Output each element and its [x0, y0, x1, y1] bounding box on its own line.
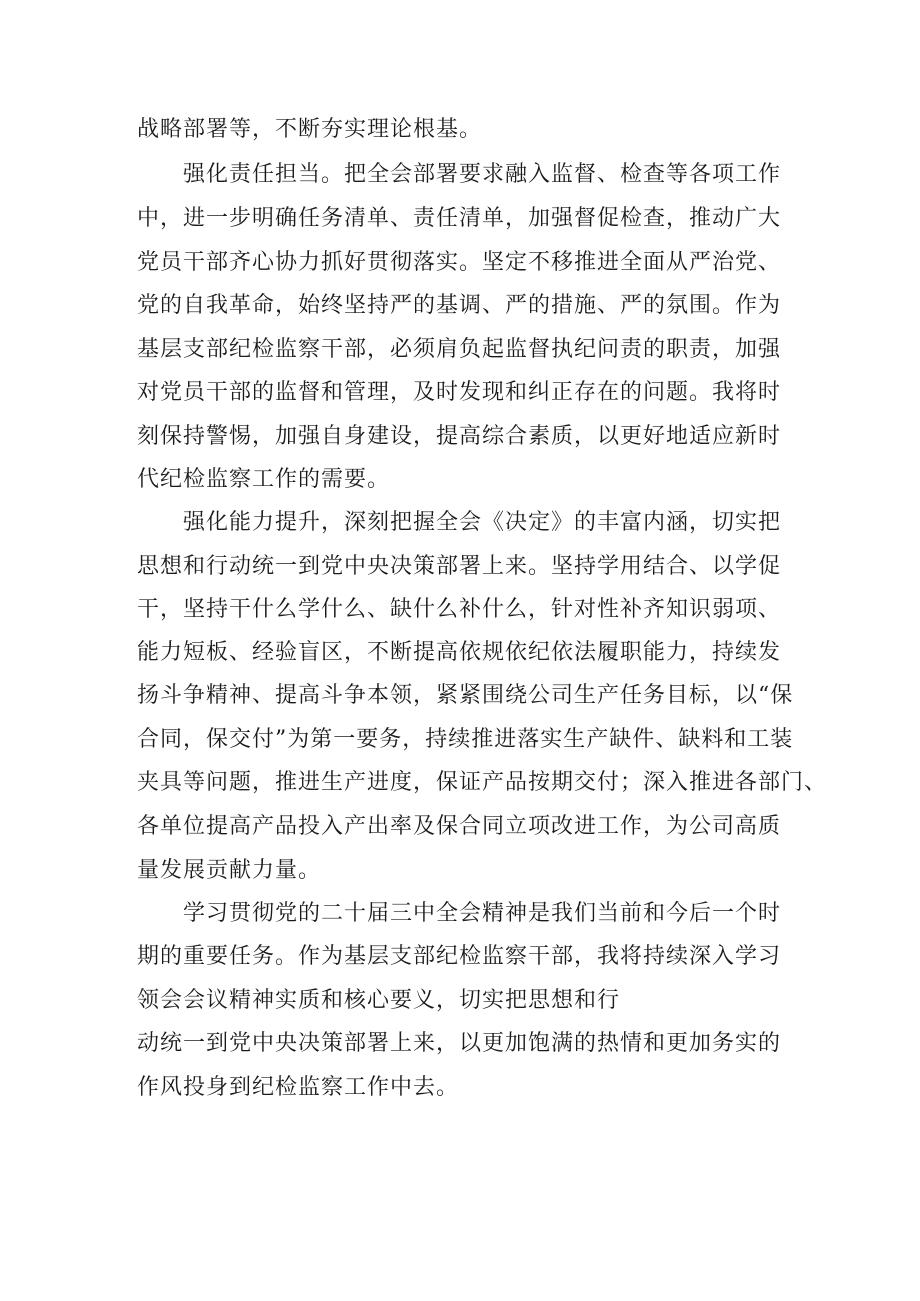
text-line: 期的重要任务。作为基层支部纪检监察干部，我将持续深入学习: [137, 944, 782, 969]
paragraph-first-line: 强化责任担当。把全会部署要求融入监督、检查等各项工作: [183, 162, 782, 187]
text-line: 能力短板、经验盲区，不断提高依规依纪依法履职能力，持续发: [137, 640, 782, 665]
text-line: 动统一到党中央决策部署上来，以更加饱满的热情和更加务实的: [137, 1031, 782, 1056]
text-line: 量发展贡献力量。: [137, 858, 322, 883]
text-line: 合同，保交付”为第一要务，持续推进落实生产缺件、缺料和工装: [137, 727, 794, 752]
text-line: 代纪检监察工作的需要。: [137, 467, 391, 492]
paragraph-first-line: 学习贯彻党的二十届三中全会精神是我们当前和今后一个时: [183, 901, 782, 926]
text-line: 扬斗争精神、提高斗争本领，紧紧围绕公司生产任务目标，以“保: [137, 683, 794, 708]
text-line: 党员干部齐心协力抓好贯彻落实。坚定不移推进全面从严治党、: [137, 250, 782, 275]
text-line: 领会会议精神实质和核心要义，切实把思想和行: [137, 988, 621, 1013]
text-line: 战略部署等，不断夯实理论根基。: [137, 117, 483, 142]
text-line: 党的自我革命，始终坚持严的基调、严的措施、严的氛围。作为: [137, 293, 782, 318]
text-line: 作风投身到纪检监察工作中去。: [137, 1075, 460, 1100]
text-line: 夹具等问题，推进生产进度，保证产品按期交付；深入推进各部门、: [137, 770, 828, 795]
text-line: 各单位提高产品投入产出率及保合同立项改进工作，为公司高质: [137, 814, 782, 839]
text-line: 基层支部纪检监察干部，必须肩负起监督执纪问责的职责，加强: [137, 337, 782, 362]
text-line: 中，进一步明确任务清单、责任清单，加强督促检查，推动广大: [137, 206, 782, 231]
text-line: 干，坚持干什么学什么、缺什么补什么，针对性补齐知识弱项、: [137, 597, 782, 622]
text-line: 思想和行动统一到党中央决策部署上来。坚持学用结合、以学促: [137, 554, 782, 579]
text-line: 刻保持警惕，加强自身建设，提高综合素质，以更好地适应新时: [137, 424, 782, 449]
paragraph-first-line: 强化能力提升，深刻把握全会《决定》的丰富内涵，切实把: [183, 510, 782, 535]
text-line: 对党员干部的监督和管理，及时发现和纠正存在的问题。我将时: [137, 380, 782, 405]
